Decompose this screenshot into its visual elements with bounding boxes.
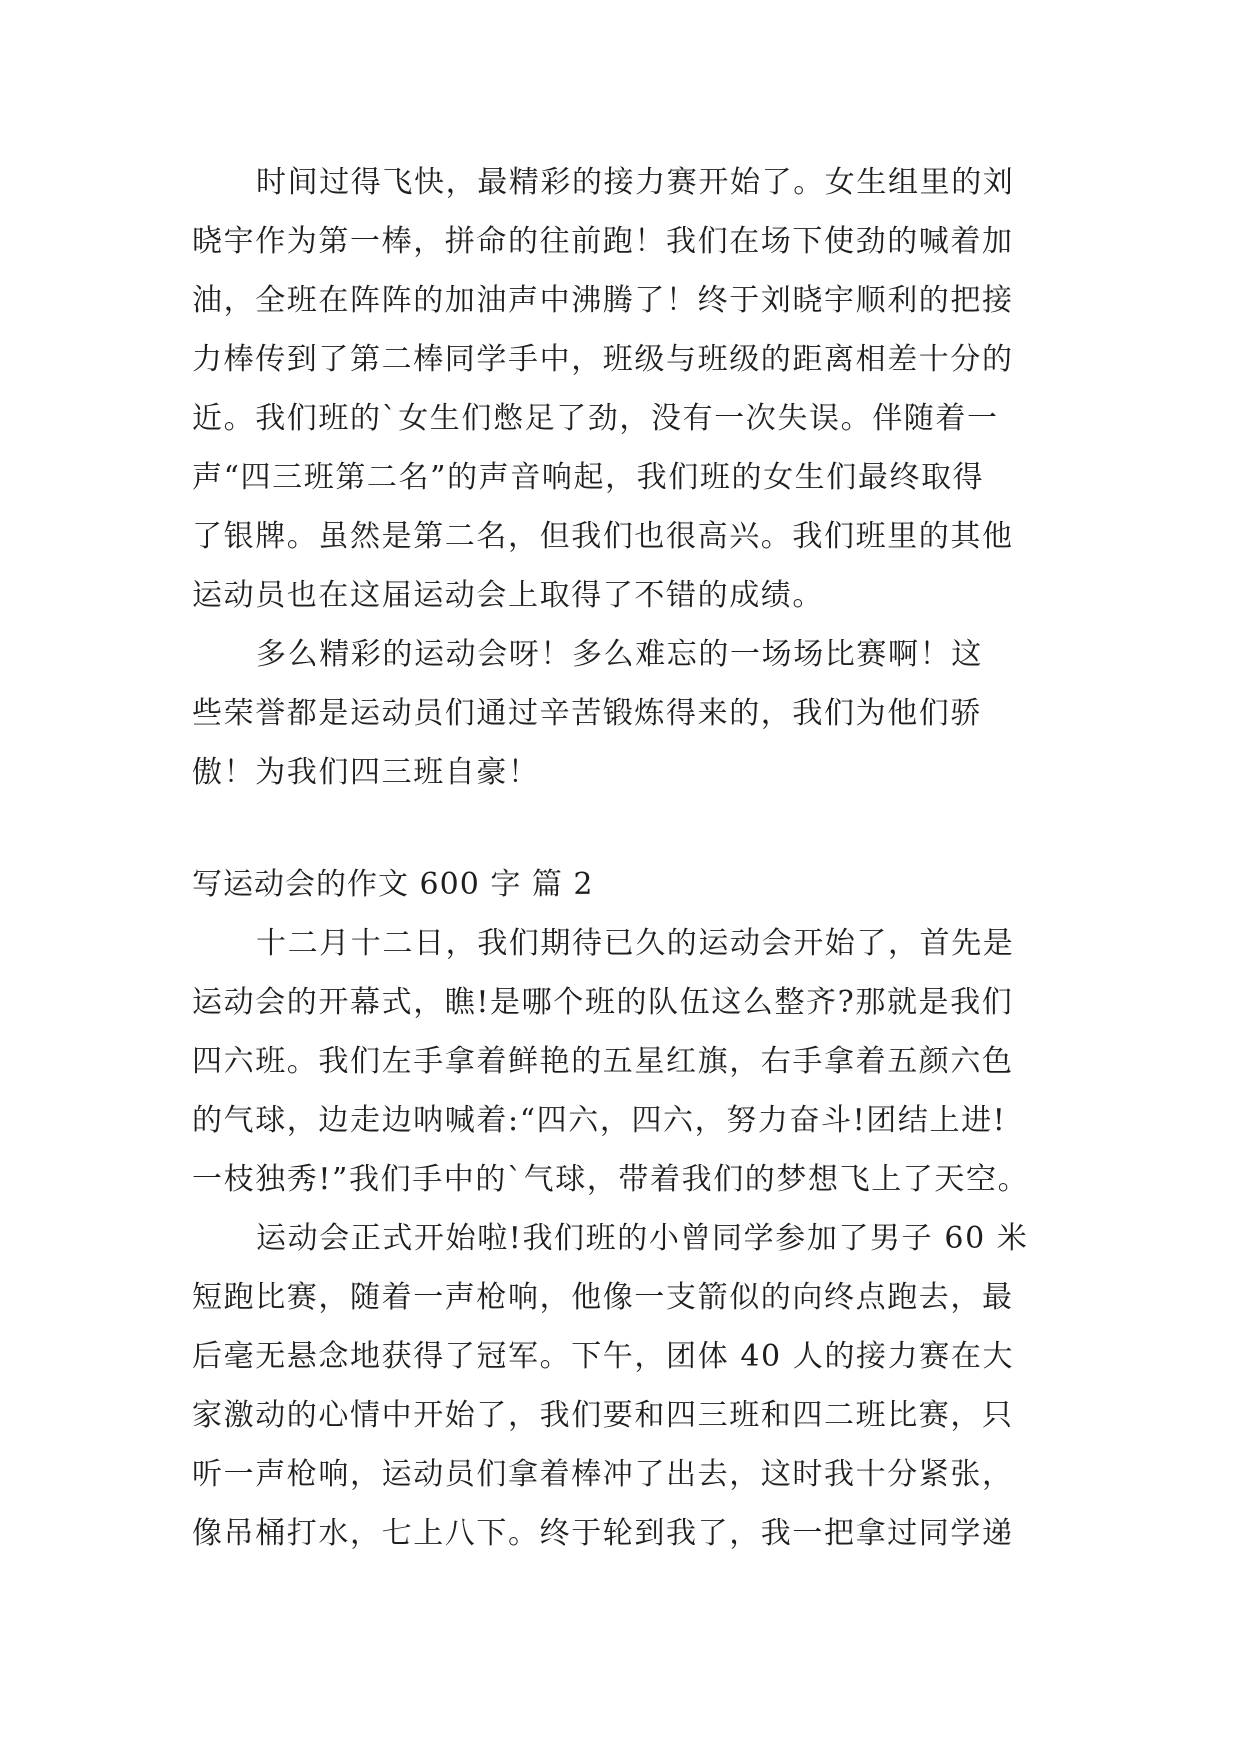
text-line: 一枝独秀!”我们手中的`气球，带着我们的梦想飞上了天空。 — [192, 1162, 1030, 1197]
text-line: 力棒传到了第二棒同学手中，班级与班级的距离相差十分的 — [192, 342, 1014, 377]
text-line: 运动会的开幕式，瞧!是哪个班的队伍这么整齐?那就是我们 — [192, 985, 1014, 1020]
text-line: 近。我们班的`女生们憋足了劲，没有一次失误。伴随着一 — [192, 401, 999, 436]
text-line: 短跑比赛，随着一声枪响，他像一支箭似的向终点跑去，最 — [192, 1280, 1014, 1315]
text-line: 听一声枪响，运动员们拿着棒冲了出去，这时我十分紧张， — [192, 1457, 1014, 1492]
text-line: 傲！为我们四三班自豪！ — [192, 755, 540, 790]
paragraph-races — [192, 1209, 1054, 1563]
text-line: 的气球，边走边呐喊着:“四六，四六，努力奋斗!团结上进! — [192, 1103, 1007, 1138]
text-line: 家激动的心情中开始了，我们要和四三班和四二班比赛，只 — [192, 1398, 1014, 1433]
text-line: 运动会正式开始啦!我们班的小曾同学参加了男子 60 米 — [256, 1221, 1029, 1256]
text-line: 晓宇作为第一棒，拼命的往前跑！我们在场下使劲的喊着加 — [192, 224, 1014, 259]
text-line: 时间过得飞快，最精彩的接力赛开始了。女生组里的刘 — [256, 165, 1015, 200]
paragraph-opening-ceremony — [192, 914, 1054, 1209]
text-line: 声“四三班第二名”的声音响起，我们班的女生们最终取得 — [192, 460, 985, 495]
text-line: 十二月十二日，我们期待已久的运动会开始了，首先是 — [256, 926, 1015, 961]
text-line: 像吊桶打水，七上八下。终于轮到我了，我一把拿过同学递 — [192, 1516, 1014, 1551]
text-line: 些荣誉都是运动员们通过辛苦锻炼得来的，我们为他们骄 — [192, 696, 982, 731]
paragraph-relay-race — [192, 153, 1054, 625]
text-line: 油，全班在阵阵的加油声中沸腾了！终于刘晓宇顺利的把接 — [192, 283, 1014, 318]
paragraph-conclusion — [192, 625, 1054, 802]
text-line: 运动员也在这届运动会上取得了不错的成绩。 — [192, 578, 824, 613]
essay-heading: 写运动会的作文 600 字 篇 2 — [192, 867, 594, 902]
text-line: 后毫无悬念地获得了冠军。下午，团体 40 人的接力赛在大 — [192, 1339, 1015, 1374]
text-line: 四六班。我们左手拿着鲜艳的五星红旗，右手拿着五颜六色 — [192, 1044, 1014, 1079]
text-line: 了银牌。虽然是第二名，但我们也很高兴。我们班里的其他 — [192, 519, 1014, 554]
document-body — [192, 153, 1054, 1563]
text-line: 多么精彩的运动会呀！多么难忘的一场场比赛啊！这 — [256, 637, 983, 672]
